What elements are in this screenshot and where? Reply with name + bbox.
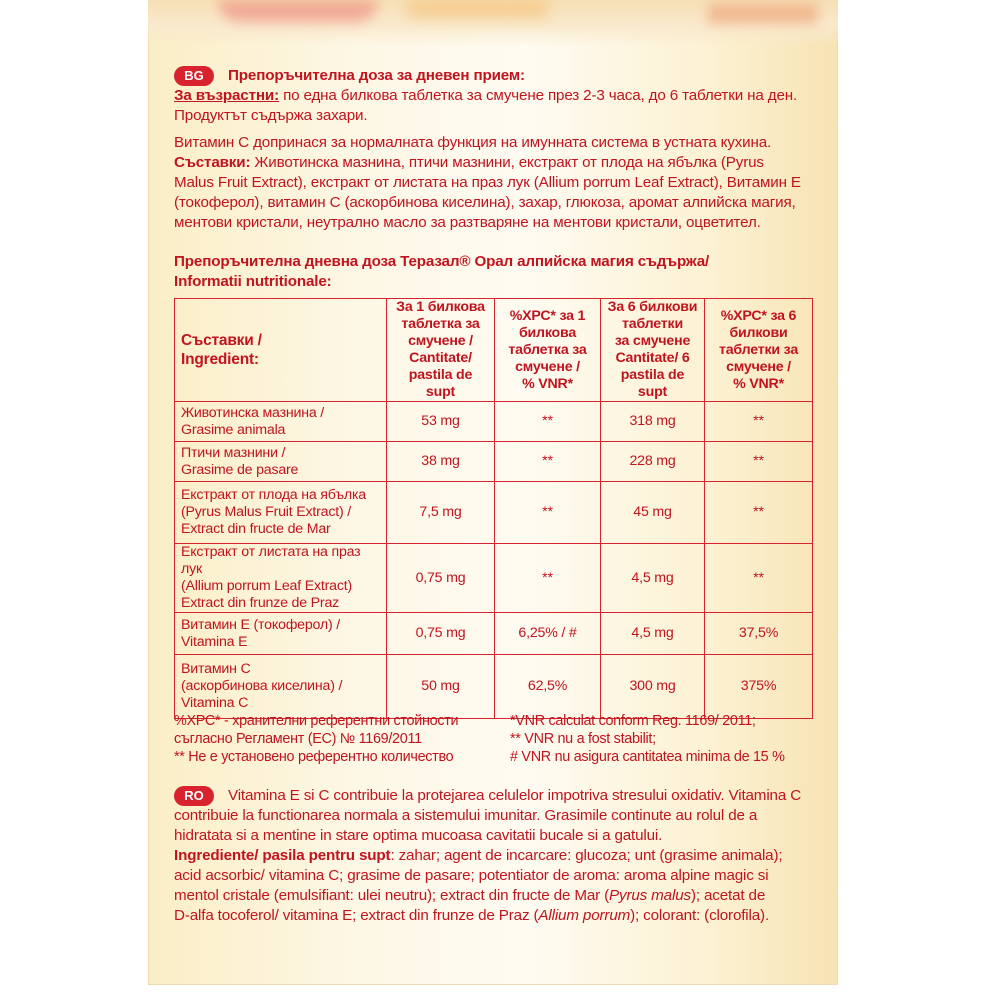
row-vnr-1: ** bbox=[495, 544, 601, 613]
table-row bbox=[175, 482, 813, 544]
row-qty-1: 0,75 mg bbox=[387, 613, 495, 655]
row-name: Екстракт от плода на ябълка (Pyrus Malus Fruit Extract) / Extract din fructe de Mar bbox=[175, 482, 387, 544]
package-top-strip bbox=[148, 0, 838, 46]
table-row bbox=[175, 442, 813, 482]
bg-ingredients-line: ментови кристали, неутрално масло за разтваряне на ментови кристали, оцветител. bbox=[174, 214, 761, 231]
bg-ingredients-line: Malus Fruit Extract), екстракт от листата на праз лук (Allium porrum Leaf Extract), Витамин Е bbox=[174, 174, 801, 191]
ro-ingredients-label: Ingrediente/ pasila pentru supt bbox=[174, 847, 391, 864]
table-row bbox=[175, 402, 813, 442]
header-vnr-6: %ХРС* за 6 билкови таблетки за смучене / % VNR* bbox=[705, 299, 813, 402]
ro-language-badge: RO bbox=[174, 786, 214, 806]
table-header-row bbox=[175, 299, 813, 402]
row-qty-6: 4,5 mg bbox=[601, 544, 705, 613]
ro-ingredients-latin: Allium porrum bbox=[538, 907, 631, 924]
bg-adults-label: За възрастни: bbox=[174, 87, 279, 104]
header-qty-1: За 1 билкова таблетка за смучене / Cantitate/ pastila de supt bbox=[387, 299, 495, 402]
header-qty-6: За 6 билкови таблетки за смучене Cantitate/ 6 pastila de supt bbox=[601, 299, 705, 402]
row-qty-6: 318 mg bbox=[601, 402, 705, 442]
table-row bbox=[175, 613, 813, 655]
row-name: Животинска мазнина / Grasime animala bbox=[175, 402, 387, 442]
ro-claim-line: Vitamina E si C contribuie la protejarea celulelor impotriva stresului oxidativ. Vitamina C bbox=[228, 787, 802, 804]
row-name: Птичи мазнини / Grasime de pasare bbox=[175, 442, 387, 482]
row-qty-6: 300 mg bbox=[601, 655, 705, 719]
row-qty-1: 50 mg bbox=[387, 655, 495, 719]
row-name: Витамин Е (токоферол) / Vitamina E bbox=[175, 613, 387, 655]
row-qty-1: 53 mg bbox=[387, 402, 495, 442]
ro-ingredients-latin: Pyrus malus bbox=[609, 887, 691, 904]
ro-ingredients-line: : zahar; agent de incarcare: glucoza; unt (grasime animala); bbox=[390, 847, 783, 864]
row-qty-6: 4,5 mg bbox=[601, 613, 705, 655]
footnote: ** Не е установено референтно количество bbox=[174, 749, 454, 765]
ro-ingredients-line: ); colorant: (clorofila). bbox=[630, 907, 770, 924]
header-ingredient: Съставки / Ingredient: bbox=[175, 299, 387, 402]
bg-dose-heading: Препоръчителна доза за дневен прием: bbox=[228, 67, 525, 84]
row-vnr-6: ** bbox=[705, 442, 813, 482]
row-qty-6: 45 mg bbox=[601, 482, 705, 544]
footnotes-ro bbox=[510, 712, 830, 766]
row-vnr-1: 62,5% bbox=[495, 655, 601, 719]
bg-vitc-claim: Витамин С допринася за нормалната функция на имунната система в устната кухина. bbox=[174, 134, 772, 151]
row-qty-1: 7,5 mg bbox=[387, 482, 495, 544]
ro-ingredients-line: D-alfa tocoferol/ vitamina E; extract din frunze de Praz ( bbox=[174, 907, 539, 924]
package-back-panel bbox=[148, 0, 838, 985]
bg-ingredients-label: Съставки: bbox=[174, 154, 251, 171]
bg-language-badge: BG bbox=[174, 66, 214, 86]
ro-ingredients-line: mentol cristale (emulsifiant: ulei neutru); extract din fructe de Mar ( bbox=[174, 887, 610, 904]
bg-adults-dose bbox=[174, 86, 824, 126]
table-row bbox=[175, 544, 813, 613]
footnote: съгласно Регламент (ЕС) № 1169/2011 bbox=[174, 731, 422, 747]
ro-claim-line: contribuie la functionarea normala a sistemului imunitar. Grasimile continute au rolul de a bbox=[174, 807, 758, 824]
daily-dose-title bbox=[174, 252, 824, 292]
nutrition-table bbox=[174, 298, 813, 719]
footnote: %ХРС* - хранителни референтни стойности bbox=[174, 713, 459, 729]
footnote: ** VNR nu a fost stabilit; bbox=[510, 731, 656, 747]
ro-text bbox=[174, 806, 824, 926]
bg-ingredients bbox=[174, 133, 824, 233]
footnote: # VNR nu asigura cantitatea minima de 15 % bbox=[510, 749, 785, 765]
row-name: Екстракт от листата на праз лук (Allium porrum Leaf Extract) Extract din frunze de Praz bbox=[175, 544, 387, 613]
row-vnr-1: 6,25% / # bbox=[495, 613, 601, 655]
daily-dose-title-ro: Informatii nutritionale: bbox=[174, 273, 332, 290]
row-vnr-6: ** bbox=[705, 544, 813, 613]
row-vnr-6: 37,5% bbox=[705, 613, 813, 655]
row-vnr-6: ** bbox=[705, 402, 813, 442]
bg-adults-text: по една билкова таблетка за смучене през 2-3 часа, до 6 таблетки на ден. bbox=[279, 87, 798, 104]
bg-ingredients-line: Животинска мазнина, птичи мазнини, екстракт от плода на ябълка (Pyrus bbox=[250, 154, 764, 171]
row-qty-6: 228 mg bbox=[601, 442, 705, 482]
row-qty-1: 0,75 mg bbox=[387, 544, 495, 613]
row-vnr-1: ** bbox=[495, 442, 601, 482]
row-vnr-6: 375% bbox=[705, 655, 813, 719]
row-vnr-1: ** bbox=[495, 482, 601, 544]
row-vnr-6: ** bbox=[705, 482, 813, 544]
footnote: *VNR calculat conform Reg. 1169/ 2011; bbox=[510, 713, 756, 729]
ro-claim-line: hidratata si a mentine in stare optima mucoasa cavitatii bucale si a gatului. bbox=[174, 827, 663, 844]
row-name: Витамин С (аскорбинова киселина) / Vitamina C bbox=[175, 655, 387, 719]
row-qty-1: 38 mg bbox=[387, 442, 495, 482]
footnotes-bg bbox=[174, 712, 504, 766]
header-vnr-1: %ХРС* за 1 билкова таблетка за смучене / % VNR* bbox=[495, 299, 601, 402]
table-row bbox=[175, 655, 813, 719]
ro-ingredients-line: ); acetat de bbox=[690, 887, 766, 904]
bg-sugar-note: Продуктът съдържа захари. bbox=[174, 107, 368, 124]
ro-ingredients-line: acid acsorbic/ vitamina C; grasime de pasare; potentiator de aroma: aroma alpine magic si bbox=[174, 867, 769, 884]
daily-dose-title-bg: Препоръчителна дневна доза Теразал® Орал алпийска магия съдържа/ bbox=[174, 253, 710, 270]
bg-ingredients-line: (токоферол), витамин С (аскорбинова киселина), захар, глюкоза, аромат алпийска магия, bbox=[174, 194, 796, 211]
row-vnr-1: ** bbox=[495, 402, 601, 442]
